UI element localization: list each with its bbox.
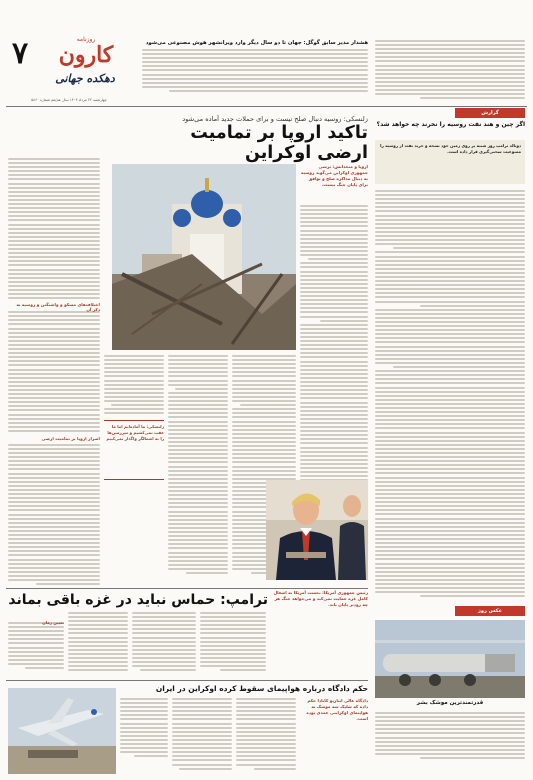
left-subhead: اختلاف‌های مسکو و واشنگتن و روسیه به ذکر آن bbox=[16, 302, 100, 312]
photo-of-day-label: عکس روز bbox=[455, 606, 525, 616]
report-body bbox=[375, 190, 525, 598]
brand-supertitle: روزنامه bbox=[76, 36, 96, 43]
main-headline[interactable]: تاکید اروپا بر تمامیت ارضی اوکراین bbox=[190, 123, 368, 163]
rocket-caption: قدرتمندترین موشک بشر bbox=[416, 700, 484, 706]
teaser-ai-article[interactable] bbox=[142, 40, 368, 94]
report-headline[interactable]: اگر چین و هند نفت روسیه را نخرند چه خواهد شد؟ bbox=[376, 121, 525, 128]
iran-body-column bbox=[236, 698, 296, 774]
divider bbox=[6, 106, 527, 107]
iran-headline[interactable]: حکم دادگاه درباره هواپیمای سقوط کرده اوکراین در ایران bbox=[155, 684, 368, 693]
issue-line: چهارشنبه ۲۲ مرداد ۱۴۰۴ سال هم/هم شماره ۵۸۶۰ bbox=[31, 98, 107, 102]
brand-logo bbox=[46, 36, 126, 67]
report-label: گزارش bbox=[455, 108, 525, 118]
church-damage-photo bbox=[112, 164, 296, 350]
main-lede: اروپا و متحدانش: ترسی جمهوری اوکراین می‌گوید روسیه به دنبال مذاکره صلح و توافق برای پایان جنگ نیست. bbox=[301, 164, 368, 187]
divider bbox=[6, 588, 368, 589]
teaser-body-right bbox=[375, 40, 525, 101]
main-body-left-column bbox=[8, 158, 100, 588]
trump-lede: رئیس جمهوری آمریکا: نخست آمریکا به اشغال کامل غزه حمایت نمی‌کند و می‌خواهد جنگ هر چه زودتر پایان یابد. bbox=[273, 590, 368, 607]
teaser-headline: هشدار مدیر سابق گوگل: جهان تا دو سال دیگر وارد ویرانشهر هوش مصنوعی می‌شود bbox=[145, 40, 368, 46]
main-kicker: زلنسکی: روسیه دنبال صلح نیست و برای حملات جدید آماده می‌شود bbox=[182, 115, 368, 123]
trump-headline[interactable]: ترامپ: حماس نباید در غزه باقی بماند bbox=[8, 592, 268, 608]
section-title: دهکده جهانی bbox=[55, 72, 115, 85]
page-number: ۷ bbox=[11, 36, 29, 71]
left-subhead: اصرار اروپا بر تمامیت ارضی bbox=[41, 436, 100, 441]
trump-subhead: تعیین زمان bbox=[42, 620, 64, 625]
trump-photo bbox=[266, 480, 368, 580]
divider bbox=[6, 680, 368, 681]
report-lede: دونالد ترامپ روز شنبه بر روی زمین خود نسخه و خرید نفت از روسیه را ممنوعیت سختی‌گیری قرار داده است. bbox=[375, 140, 525, 184]
rocket-body bbox=[375, 712, 525, 772]
teaser-body bbox=[142, 49, 368, 94]
main-pullquote: زلنسکی: ما آماده‌ایم اما ما عقب نمی‌کشیم و سرزمین‌ها را به اشغالگر واگذار نمی‌کنیم bbox=[104, 420, 164, 480]
iran-body-column bbox=[172, 698, 232, 774]
rocket-photo bbox=[375, 620, 525, 698]
iran-lede: دادگاه عالی انتاریو کانادا حکم داده که شلیک سه موشک به هواپیمای اوکراینی عمدی بوده است. bbox=[306, 698, 368, 721]
brand-name: کارون bbox=[58, 42, 114, 68]
main-body-column bbox=[168, 355, 228, 585]
iran-body-column bbox=[120, 698, 168, 774]
plane-photo bbox=[8, 688, 116, 774]
